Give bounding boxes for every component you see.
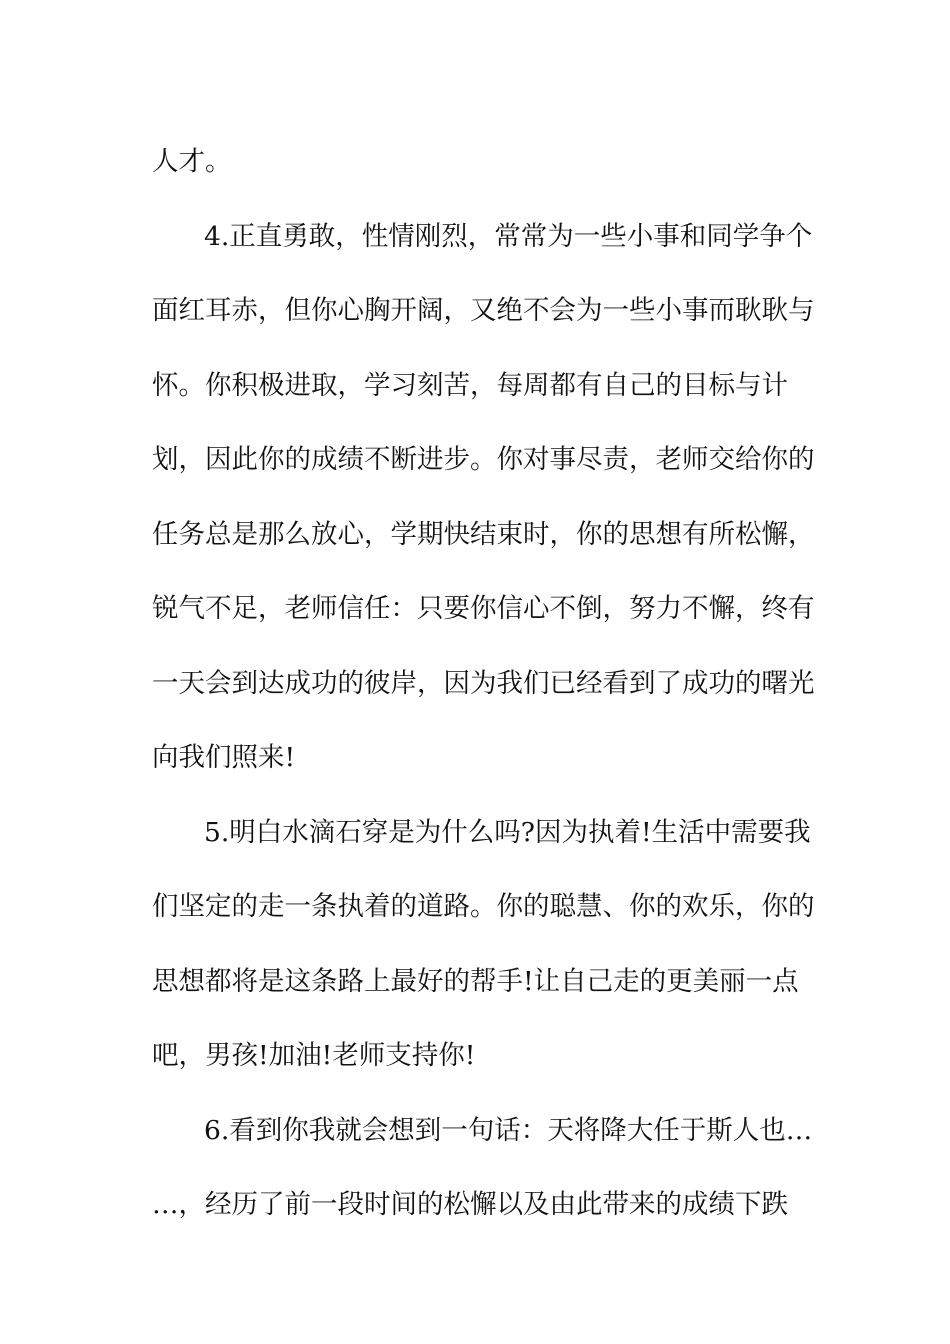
text-line: …，经历了前一段时间的松懈以及由此带来的成绩下跌 — [152, 1189, 788, 1220]
document-body — [152, 125, 815, 1243]
text-line: 任务总是那么放心，学期快结束时，你的思想有所松懈， — [152, 518, 815, 550]
text-line: 人才。 — [152, 146, 232, 177]
paragraph-5-start: 5.明白水滴石穿是为什么吗?因为执着!生活中需要我 — [204, 816, 811, 848]
text-line: 向我们照来! — [152, 742, 296, 773]
text-line: 面红耳赤，但你心胸开阔，又绝不会为一些小事而耿耿与 — [152, 295, 815, 326]
text-line: 一天会到达成功的彼岸，因为我们已经看到了成功的曙光 — [152, 667, 815, 699]
text-line: 思想都将是这条路上最好的帮手!让自己走的更美丽一点 — [152, 965, 799, 997]
text-line: 划，因此你的成绩不断进步。你对事尽责，老师交给你的 — [152, 444, 815, 475]
text-line: 怀。你积极进取，学习刻苦，每周都有自己的目标与计 — [152, 369, 788, 401]
text-line: 吧，男孩!加油!老师支持你! — [152, 1040, 476, 1071]
paragraph-6-start: 6.看到你我就会想到一句话：天将降大任于斯人也… — [204, 1114, 813, 1146]
text-line: 锐气不足，老师信任：只要你信心不倒，努力不懈，终有 — [152, 593, 815, 624]
text-line: 们坚定的走一条执着的道路。你的聪慧、你的欢乐，你的 — [152, 891, 815, 922]
paragraph-4-start: 4.正直勇敢，性情刚烈，常常为一些小事和同学争个 — [204, 220, 813, 252]
